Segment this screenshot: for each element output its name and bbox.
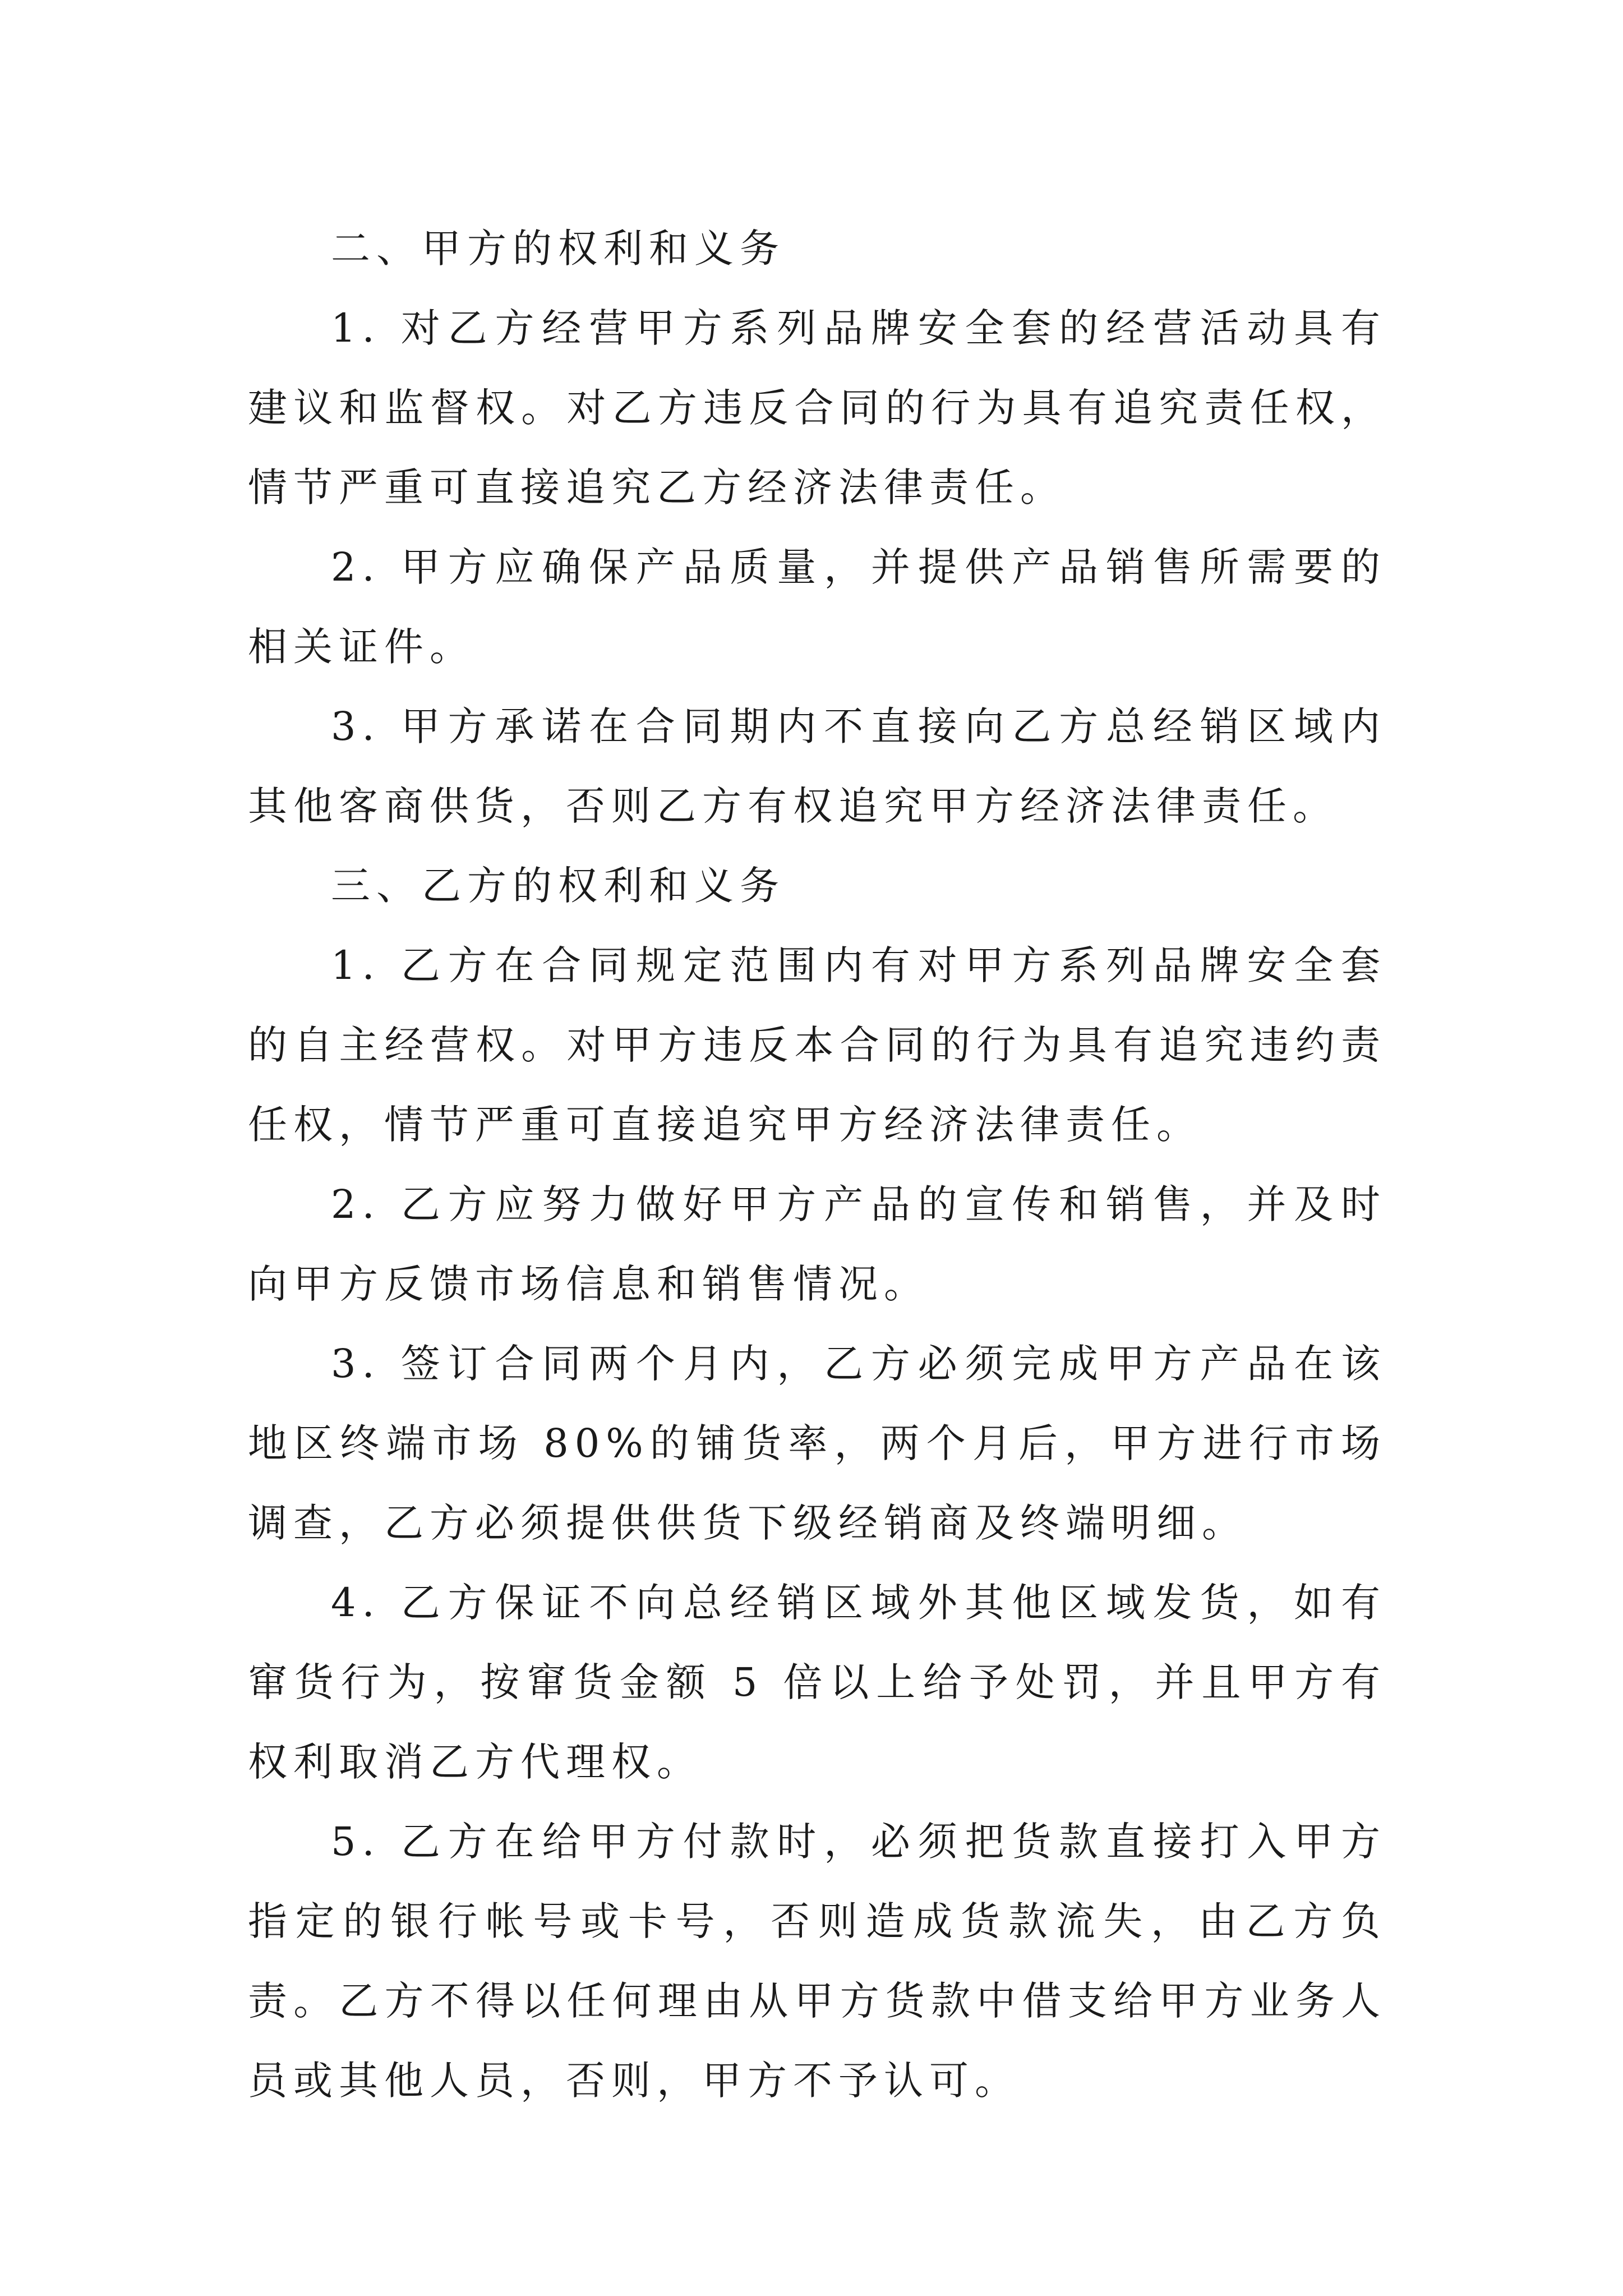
section-heading-party-a: 二、甲方的权利和义务 bbox=[331, 226, 785, 272]
party-b-clause-5: 5. 乙方在给甲方付款时，必须把货款直接打入甲方指定的银行帐号或卡号，否则造成货款流失，由乙方负责。乙方不得以任何理由从甲方货款中借支给甲方业务人员或其他人员，否则，甲方不予认可。 bbox=[248, 1819, 1386, 2104]
party-a-clause-1: 1. 对乙方经营甲方系列品牌安全套的经营活动具有建议和监督权。对乙方违反合同的行为具有追究责任权，情节严重可直接追究乙方经济法律责任。 bbox=[248, 305, 1386, 510]
party-b-clause-1: 1. 乙方在合同规定范围内有对甲方系列品牌安全套的自主经营权。对甲方违反本合同的行为具有追究违约责任权，情节严重可直接追究甲方经济法律责任。 bbox=[248, 942, 1386, 1148]
party-a-clause-2: 2. 甲方应确保产品质量，并提供产品销售所需要的相关证件。 bbox=[248, 544, 1386, 670]
party-b-clause-2: 2. 乙方应努力做好甲方产品的宣传和销售，并及时向甲方反馈市场信息和销售情况。 bbox=[248, 1181, 1386, 1307]
party-b-clause-4: 4. 乙方保证不向总经销区域外其他区域发货，如有窜货行为，按窜货金额 5 倍以上给予处罚，并且甲方有权利取消乙方代理权。 bbox=[248, 1580, 1386, 1785]
party-b-clause-3: 3. 签订合同两个月内，乙方必须完成甲方产品在该地区终端市场 80%的铺货率，两个月后，甲方进行市场调查，乙方必须提供供货下级经销商及终端明细。 bbox=[248, 1341, 1386, 1546]
document-body bbox=[248, 209, 1386, 2120]
party-a-clause-3: 3. 甲方承诺在合同期内不直接向乙方总经销区域内其他客商供货，否则乙方有权追究甲方经济法律责任。 bbox=[248, 703, 1386, 829]
section-heading-party-b: 三、乙方的权利和义务 bbox=[331, 863, 785, 909]
